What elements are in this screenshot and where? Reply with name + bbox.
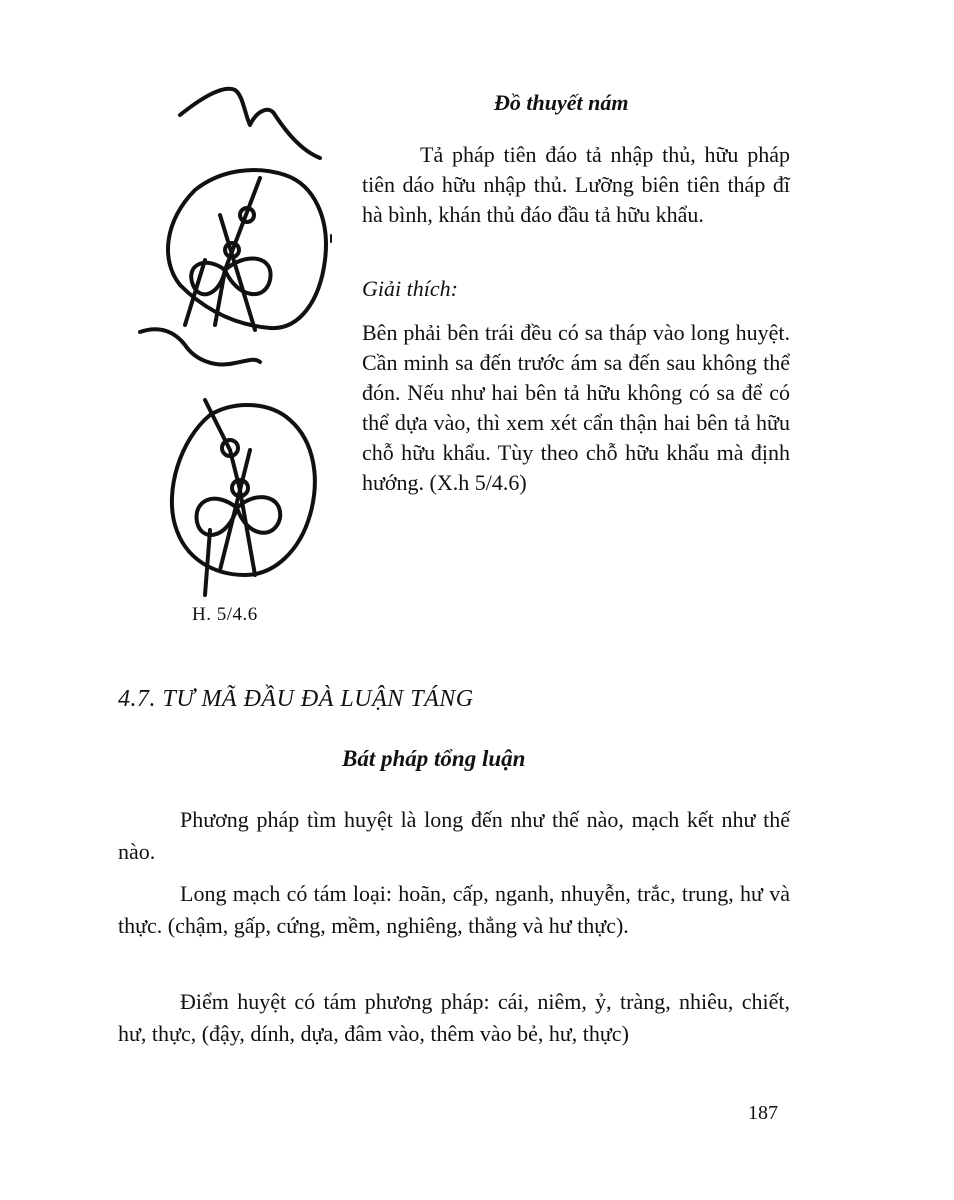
figure-caption: H. 5/4.6 — [192, 604, 258, 625]
poem-text: Tả pháp tiên đáo tả nhập thủ, hữu pháp tiên dáo hữu nhập thủ. Lưỡng biên tiên tháp đĩ hà bình, khán thủ đáo đầu tả hữu khẩu. — [362, 142, 790, 227]
section-heading: 4.7. TƯ MÃ ĐẦU ĐÀ LUẬN TÁNG — [118, 686, 474, 712]
explanation-text: Bên phải bên trái đều có sa tháp vào long huyệt. Cần minh sa đến trước ám sa đến sau không thể đón. Nếu như hai bên tả hữu không có sa để có thể dựa vào, thì xem xét cẩn thận hai bên tả hữu chỗ hữu khẩu. Tùy theo chỗ hữu khẩu mà định hướng. (X.h 5/4.6) — [362, 320, 790, 495]
top-right-petal — [225, 259, 271, 295]
bottom-outer-loop — [172, 405, 315, 575]
poem-title: Đồ thuyết nám — [494, 90, 629, 115]
top-mountain-line — [180, 89, 320, 158]
body-paragraph: Phương pháp tìm huyệt là long đến như thế nào, mạch kết như thế nào. — [118, 807, 790, 864]
bottom-tail-line — [205, 530, 210, 595]
body-paragraph: Điểm huyệt có tám phương pháp: cái, niêm, ỷ, tràng, nhiêu, chiết, hư, thực, (đậy, dính, dựa, đâm vào, thêm vào bẻ, hư, thực) — [118, 989, 790, 1046]
diagram-drawing — [125, 70, 340, 640]
body-paragraph: Long mạch có tám loại: hoãn, cấp, nganh, nhuyễn, trắc, trung, hư và thực. (chậm, gấp, cứng, mềm, nghiêng, thẳng và hư thực). — [118, 881, 790, 938]
explanation-heading: Giải thích: — [362, 276, 458, 301]
wave-line — [140, 329, 260, 364]
feng-shui-terrain-diagram — [125, 70, 340, 640]
page-number: 187 — [748, 1102, 778, 1124]
section-subheading: Bát pháp tổng luận — [342, 746, 526, 771]
